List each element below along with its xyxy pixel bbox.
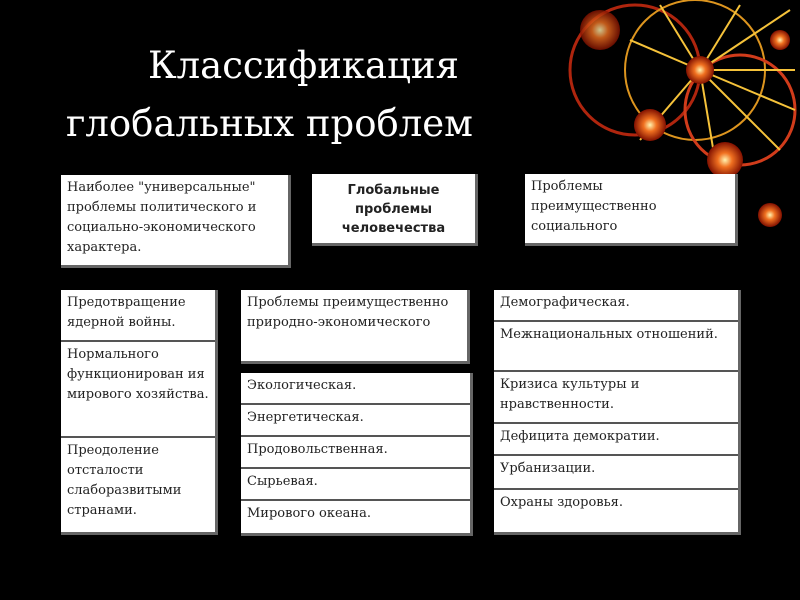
- list-item: Урбанизации.: [494, 456, 738, 490]
- list-item: Экологическая.: [241, 373, 470, 405]
- left-column: [61, 290, 218, 535]
- list-item: Межнациональных отношений.: [494, 322, 738, 372]
- list-item: Сырьевая.: [241, 469, 470, 501]
- list-item: Дефицита демократии.: [494, 424, 738, 456]
- list-item: Преодоление отсталости слаборазвитыми странами.: [61, 438, 215, 532]
- middle-column: [241, 373, 473, 536]
- list-item: Демографическая.: [494, 290, 738, 322]
- natural-economic-header: Проблемы преимущественно природно-экономического: [241, 290, 470, 364]
- list-item: Предотвращение ядерной войны.: [61, 290, 215, 342]
- slide-title-line1: Классификация: [148, 44, 459, 87]
- list-item: Нормального функционирован ия мирового хозяйства.: [61, 342, 215, 438]
- list-item: Охраны здоровья.: [494, 490, 738, 532]
- list-item: Мирового океана.: [241, 501, 470, 533]
- universal-problems-box: Наиболее "универсальные" проблемы политического и социально-экономического характера.: [61, 175, 291, 268]
- social-problems-box: Проблемы преимущественно социального: [525, 174, 738, 246]
- slide-title-line2: глобальных проблем: [66, 102, 473, 145]
- right-column: [494, 290, 741, 535]
- list-item: Энергетическая.: [241, 405, 470, 437]
- list-item: Кризиса культуры и нравственности.: [494, 372, 738, 424]
- list-item: Продовольственная.: [241, 437, 470, 469]
- global-problems-box: Глобальные проблемы человечества: [312, 174, 478, 246]
